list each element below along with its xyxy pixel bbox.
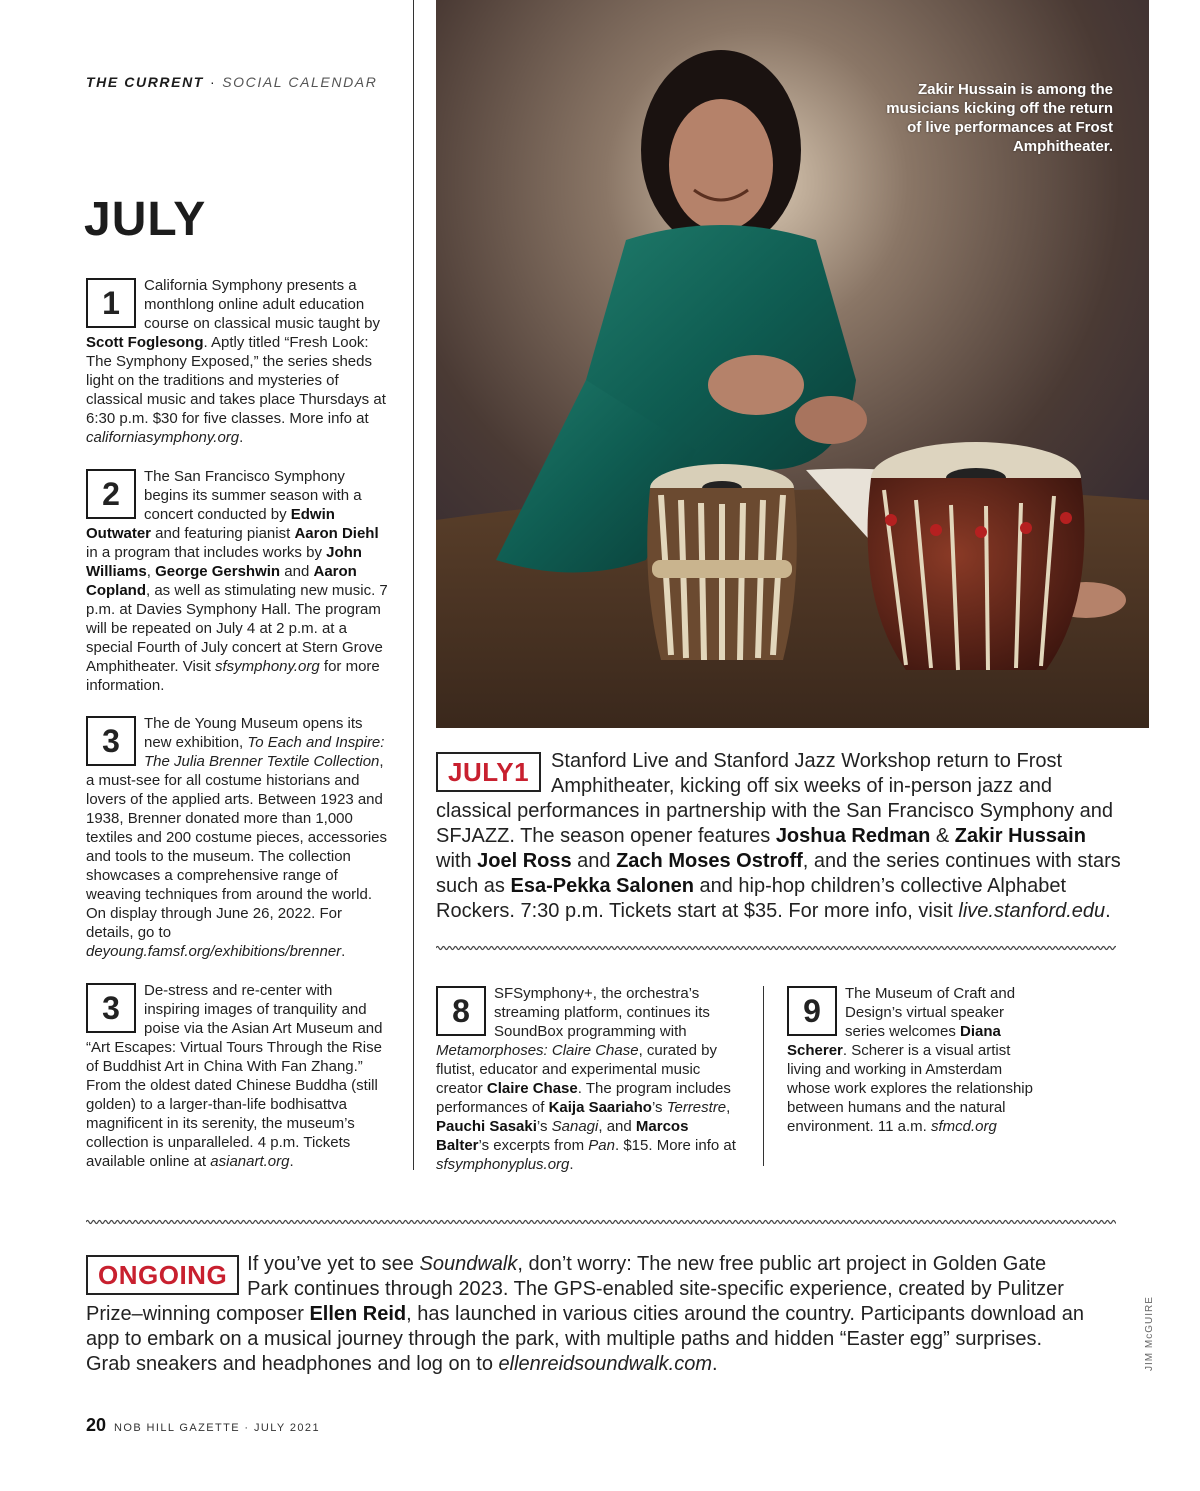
entry-text: . Aptly titled “Fresh Look: The Symphony Exposed,” the series sheds light on the traditions and mysteries of classical music and takes place Thursdays at 6:30 p.m. $30 for five classes. More info at [86,334,386,427]
entry-text: , [726,1099,731,1116]
entry-text: , [146,563,156,580]
entry-text: , and [598,1118,636,1135]
entry-link[interactable]: sfsymphonyplus.org [436,1156,570,1173]
work-title: Sanagi [551,1118,599,1135]
entry-name: Marcos Balter [436,1118,689,1154]
work-title: Pan [588,1137,615,1154]
kicker-separator: · [209,74,217,90]
entry-name: George Gershwin [155,563,281,580]
ongoing-text: , has launched in various cities around the country. Participants download an app to embark on a musical journey through the park, with multiple paths and hidden “Easter egg” surprises. Grab sneakers and headphones and log on to [86,1303,1084,1375]
calendar-entry-4 [86,981,392,1171]
entry-text: . [289,1153,294,1170]
column-divider [763,986,764,1166]
ongoing-link[interactable]: ellenreidsoundwalk.com [498,1353,712,1375]
entry-text: , curated by flutist, educator and experimental music creator [436,1042,717,1097]
feature-text: and hip-hop children’s collective Alphabet Rockers. 7:30 p.m. Tickets start at $35. For more info, visit [436,875,1067,922]
feature-name: Zakir Hussain [954,825,1086,847]
day-number-box: 8 [436,986,486,1036]
entry-name: Claire Chase [486,1080,578,1097]
feature-text: with [436,850,478,872]
entry-text: The de Young Museum opens its new exhibition, [144,715,363,751]
feature-text: and [571,850,617,872]
entry-text: and featuring pianist [151,525,295,542]
entry-text: in a program that includes works by [86,544,327,561]
day-number-box: 3 [86,983,136,1033]
feature-text: , and the series continues with stars such as [436,850,1121,897]
ongoing-entry [86,1252,1086,1377]
feature-text: . [1105,900,1111,922]
feature-date-label: JULY1 [436,752,541,792]
entry-text: . Scherer is a visual artist living and working in Amsterdam whose work explores the relationship between humans and the natural environment. 11 a.m. [787,1042,1033,1135]
entry-name: Kaija Saariaho [548,1099,652,1116]
day-number-box: 9 [787,986,837,1036]
entry-name: Aaron Copland [86,563,357,599]
feature-text: Stanford Live and Stanford Jazz Workshop return to Frost Amphitheater, kicking off six weeks of in-person jazz and classical performances in partnership with the San Francisco Symphony and SFJAZZ. The season opener features [436,750,1113,847]
day-number-box: 3 [86,716,136,766]
feature-name: Joshua Redman [775,825,931,847]
program-title: Metamorphoses: Claire Chase [436,1042,639,1059]
month-title: JULY [84,193,207,246]
entry-text: and [280,563,314,580]
feature-name: Zach Moses Ostroff [616,850,803,872]
entry-text: , a must-see for all costume historians and lovers of the applied arts. Between 1923 and 1938, Brenner donated more than 1,000 textiles and 200 costume pieces, accessories and tools to the museum. The collection showcases a comprehensive range of weaving techniques from around the world. On display through June 26, 2022. For details, go to [86,753,387,941]
page-number: 20 [86,1415,107,1435]
entry-text: . [341,943,346,960]
issue-date: JULY 2021 [253,1422,320,1434]
calendar-entry-3 [86,714,392,961]
day-number-box: 1 [86,278,136,328]
ongoing-text: If you’ve yet to see [247,1253,420,1275]
entry-text: ’s [651,1099,667,1116]
entry-link[interactable]: sfmcd.org [930,1118,997,1135]
entry-text: for more information. [86,658,380,694]
calendar-entry-2 [86,467,392,695]
work-title: Terrestre [666,1099,727,1116]
entry-link[interactable]: deyoung.famsf.org/exhibitions/brenner [86,943,342,960]
entry-text: , as well as stimulating new music. 7 p.m. at Davies Symphony Hall. The program will be repeated on July 4 at 2 p.m. at a special Fourth of July concert at Stern Grove Amphitheater. Visit [86,582,388,675]
section-kicker [86,74,377,90]
entry-text: . $15. More info at [615,1137,736,1154]
photo-caption: Zakir Hussain is among the musicians kicking off the return of live performances at Frost Amphitheater. [886,81,1113,155]
ongoing-name: Ellen Reid [309,1303,407,1325]
subsection-name: SOCIAL CALENDAR [222,74,378,90]
dayan-drum [647,464,797,660]
entry-text: California Symphony presents a monthlong online adult education course on classical music taught by [144,277,380,332]
project-title: Soundwalk [419,1253,518,1275]
wavy-divider [436,944,1116,952]
entry-name: Diana Scherer [787,1023,1001,1059]
entry-text: . [569,1156,574,1173]
entry-link[interactable]: californiasymphony.org [86,429,240,446]
entry-name: Pauchi Sasaki [436,1118,537,1135]
calendar-entry-8 [436,984,736,1174]
entry-name: Scott Foglesong [86,334,204,351]
feature-text: & [930,825,955,847]
entry-name: John Williams [86,544,362,580]
photo-credit-text: JIM McGUIRE [1144,1296,1155,1371]
feature-name: Joel Ross [477,850,572,872]
exhibition-title: To Each and Inspire: The Julia Brenner Textile Collection [144,734,385,770]
ongoing-text: . [711,1353,718,1375]
column-divider [413,0,414,1170]
entry-text: The San Francisco Symphony begins its summer season with a concert conducted by [144,468,362,523]
footer-separator: · [244,1422,250,1434]
feature-entry [436,749,1126,924]
feature-link[interactable]: live.stanford.edu [958,900,1106,922]
page-footer [86,1415,320,1436]
entry-name: Aaron Diehl [294,525,379,542]
feature-photo [436,0,1149,728]
entry-text: De-stress and re-center with inspiring images of tranquility and poise via the Asian Art Museum and “Art Escapes: Virtual Tours Through the Rise of Buddhist Art in China With Fan Zhang.” From the oldest dated Chinese Buddha (still golden) to a larger-than-life bodhisattva magnificent in its serenity, the museum’s collection is unparalleled. 4 p.m. Tickets available online at [86,982,383,1170]
entry-text: The Museum of Craft and Design’s virtual speaker series welcomes [845,985,1016,1040]
entry-text: . The program includes performances of [436,1080,731,1116]
publication-name: NOB HILL GAZETTE [114,1422,240,1434]
calendar-entry-1 [86,276,392,447]
entry-link[interactable]: sfsymphony.org [214,658,320,675]
ongoing-label: ONGOING [86,1255,239,1295]
entry-text: ’s excerpts from [478,1137,589,1154]
ongoing-text: , don’t worry: The new free public art project in Golden Gate Park continues through 2023. The GPS-enabled site-specific experience, created by Pulitzer Prize–winning composer [86,1253,1064,1325]
entry-text: SFSymphony+, the orchestra’s streaming platform, continues its SoundBox programming with [494,985,710,1040]
section-name: THE CURRENT [86,74,204,90]
calendar-entry-9 [787,984,1047,1136]
entry-text: . [239,429,244,446]
bayan-drum [868,442,1085,670]
entry-name: Edwin Outwater [86,506,335,542]
entry-link[interactable]: asianart.org [210,1153,290,1170]
wavy-divider [86,1218,1116,1226]
photo-credit [1130,1296,1155,1371]
entry-text: ’s [536,1118,552,1135]
day-number-box: 2 [86,469,136,519]
feature-name: Esa-Pekka Salonen [510,875,694,897]
